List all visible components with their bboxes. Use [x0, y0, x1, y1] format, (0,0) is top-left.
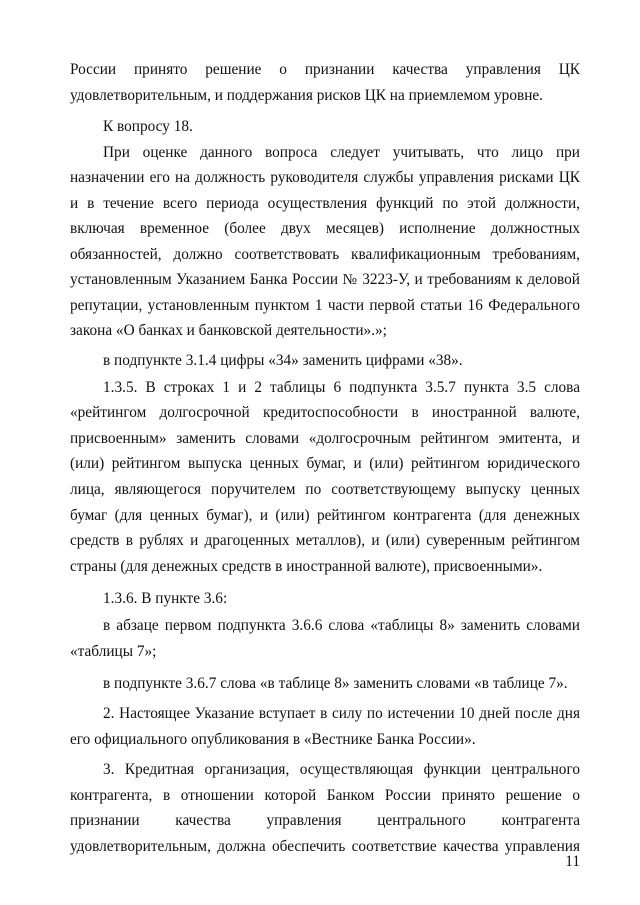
text-line: К вопросу 18. — [103, 118, 193, 135]
text-line: России принято решение о признании качества управления ЦК — [70, 61, 580, 78]
text-line: бумаг (для ценных бумаг), и (или) рейтингом контрагента (для денежных — [70, 507, 580, 524]
text-line: в подпункте 3.1.4 цифры «34» заменить цифрами «38». — [103, 352, 463, 369]
text-line: средств в рублях и драгоценных металлов), и (или) суверенным рейтингом — [70, 532, 580, 549]
text-line: При оценке данного вопроса следует учитывать, что лицо при — [103, 144, 580, 161]
text-line: в абзаце первом подпункта 3.6.6 слова «таблицы 8» заменить словами — [103, 617, 580, 634]
text-line: закона «О банках и банковской деятельности».»; — [70, 322, 387, 339]
text-line: назначении его на должность руководителя службы управления рисками ЦК — [70, 169, 580, 186]
text-line: лица, являющегося поручителем по соответствующему выпуску ценных — [70, 481, 580, 498]
text-line: 2. Настоящее Указание вступает в силу по истечении 10 дней после дня — [103, 705, 580, 722]
page-number: 11 — [565, 853, 580, 870]
text-line: признании качества управления центрального контрагента — [70, 812, 580, 829]
text-line: обязанностей, должно соответствовать квалификационным требованиям, — [70, 246, 580, 263]
text-line: «таблицы 7»; — [70, 643, 157, 660]
text-line: 3. Кредитная организация, осуществляющая функции центрального — [103, 761, 580, 778]
text-line: контрагента, в отношении которой Банком России принято решение о — [70, 787, 580, 804]
text-line: 1.3.6. В пункте 3.6: — [103, 590, 228, 607]
text-line: удовлетворительным, должна обеспечить соответствие качества управления — [70, 838, 580, 855]
text-line: его официального опубликования в «Вестнике Банка России». — [70, 731, 476, 748]
text-line: и в течение всего периода осуществления функций по этой должности, — [70, 195, 580, 212]
text-line: присвоенным» заменить словами «долгосрочным рейтингом эмитента, и — [70, 430, 580, 447]
text-line: удовлетворительным, и поддержания рисков ЦК на приемлемом уровне. — [70, 87, 543, 104]
text-line: (или) рейтингом выпуска ценных бумаг, и (или) рейтингом юридического — [70, 455, 580, 472]
text-line: репутации, установленным пунктом 1 части первой статьи 16 Федерального — [70, 297, 580, 314]
text-line: «рейтингом долгосрочной кредитоспособности в иностранной валюте, — [70, 404, 580, 421]
text-line: установленным Указанием Банка России № 3223-У, и требованиям к деловой — [70, 271, 580, 288]
text-line: включая временное (более двух месяцев) исполнение должностных — [70, 220, 580, 237]
text-line: страны (для денежных средств в иностранной валюте), присвоенными». — [70, 558, 543, 575]
text-line: 1.3.5. В строках 1 и 2 таблицы 6 подпункта 3.5.7 пункта 3.5 слова — [103, 379, 580, 396]
text-line: в подпункте 3.6.7 слова «в таблице 8» заменить словами «в таблице 7». — [103, 675, 568, 692]
